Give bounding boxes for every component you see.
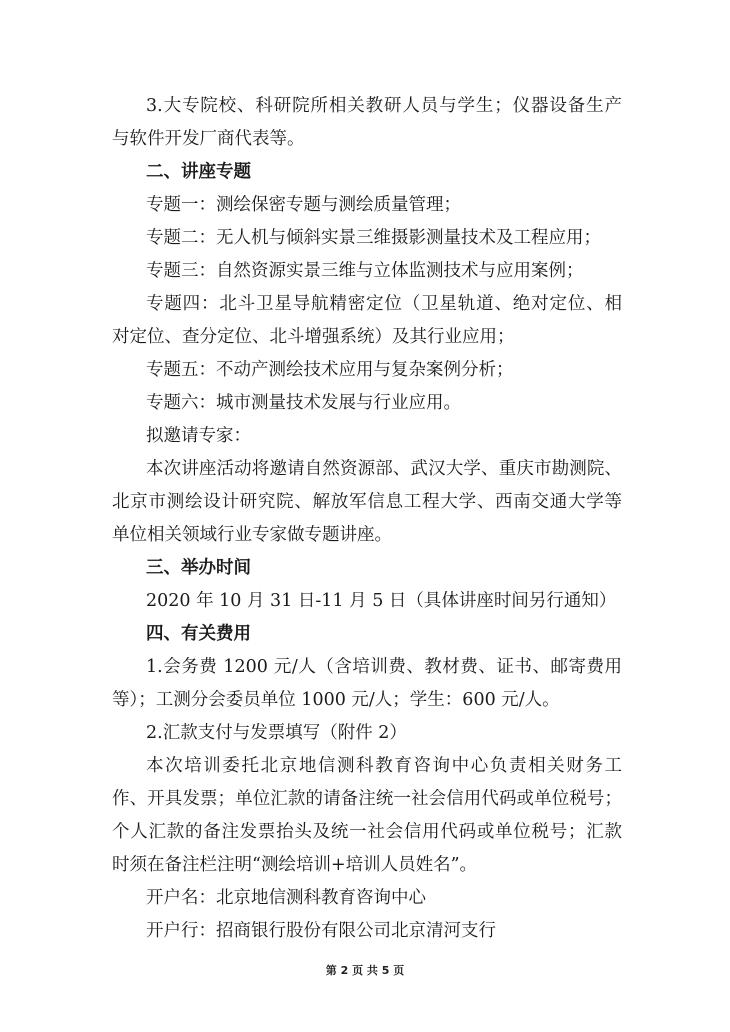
section-heading-topics: 二、讲座专题	[146, 162, 251, 182]
experts-label: 拟邀请专家：	[146, 426, 251, 446]
section-heading-time: 三、举办时间	[146, 558, 251, 578]
fee-item-1-line-2: 等）；工测分会委员单位 1000 元/人；学生：600 元/人。	[112, 690, 560, 710]
payment-line-1: 本次培训委托北京地信测科教育咨询中心负责相关财务工	[146, 756, 622, 776]
audience-item-3-line-1: 3.大专院校、科研院所相关教研人员与学生；仪器设备生产	[146, 96, 622, 116]
topic-5: 专题五：不动产测绘技术应用与复杂案例分析；	[146, 360, 514, 380]
account-name: 开户名：北京地信测科教育咨询中心	[146, 888, 426, 908]
page-number-footer: 第 2 页 共 5 页	[325, 964, 405, 977]
fee-item-2: 2.汇款支付与发票填写（附件 2）	[146, 723, 407, 743]
payment-line-3: 个人汇款的备注发票抬头及统一社会信用代码或单位税号；汇款	[112, 822, 622, 842]
experts-line-1: 本次讲座活动将邀请自然资源部、武汉大学、重庆市勘测院、	[146, 459, 622, 479]
fee-item-1-line-1: 1.会务费 1200 元/人（含培训费、教材费、证书、邮寄费用	[146, 657, 622, 677]
payment-line-4: 时须在备注栏注明“测绘培训+培训人员姓名”。	[112, 855, 478, 875]
account-bank: 开户行：招商银行股份有限公司北京清河支行	[146, 921, 496, 941]
section-heading-fees: 四、有关费用	[146, 624, 251, 644]
topic-4-line-2: 对定位、查分定位、北斗增强系统）及其行业应用；	[112, 327, 515, 347]
topic-4-line-1: 专题四：北斗卫星导航精密定位（卫星轨道、绝对定位、相	[146, 294, 622, 314]
topic-1: 专题一：测绘保密专题与测绘质量管理；	[146, 195, 461, 215]
experts-line-3: 单位相关领域行业专家做专题讲座。	[112, 525, 392, 545]
topic-3: 专题三：自然资源实景三维与立体监测技术与应用案例；	[146, 261, 584, 281]
topic-2: 专题二：无人机与倾斜实景三维摄影测量技术及工程应用；	[146, 228, 601, 248]
audience-item-3-line-2: 与软件开发厂商代表等。	[112, 129, 305, 149]
event-time: 2020 年 10 月 31 日-11 月 5 日（具体讲座时间另行通知）	[146, 591, 617, 611]
experts-line-2: 北京市测绘设计研究院、解放军信息工程大学、西南交通大学等	[112, 492, 622, 512]
topic-6: 专题六：城市测量技术发展与行业应用。	[146, 393, 461, 413]
payment-line-2: 作、开具发票；单位汇款的请备注统一社会信用代码或单位税号；	[112, 789, 622, 809]
